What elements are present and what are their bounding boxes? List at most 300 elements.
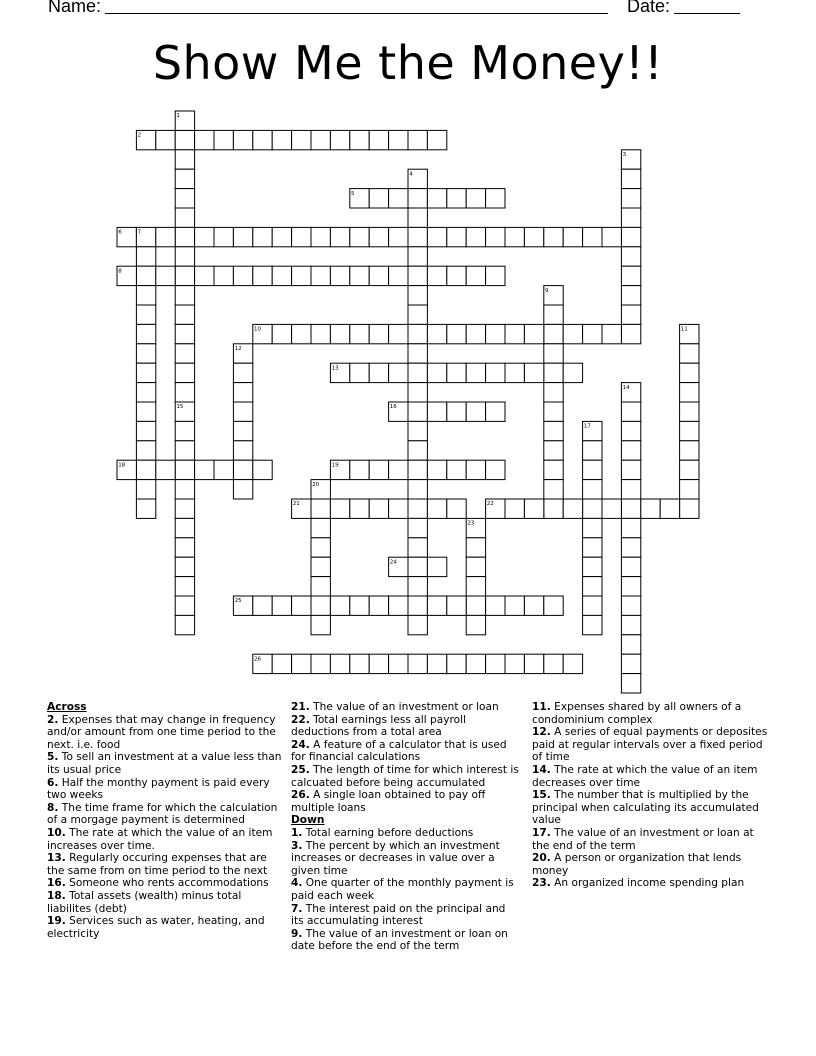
clue-number: 25. — [291, 763, 310, 776]
grid-cell[interactable] — [544, 305, 563, 324]
grid-cell[interactable] — [311, 654, 330, 673]
down-clue — [291, 877, 521, 902]
grid-cell[interactable] — [136, 286, 155, 305]
grid-cell[interactable] — [136, 305, 155, 324]
grid-cell[interactable] — [621, 538, 640, 557]
grid-cell[interactable] — [136, 383, 155, 402]
grid-cell[interactable] — [389, 654, 408, 673]
grid-cell[interactable] — [330, 266, 349, 285]
grid-cell[interactable] — [563, 499, 582, 518]
grid-cell[interactable] — [621, 480, 640, 499]
grid-cell[interactable] — [486, 324, 505, 343]
grid-cell[interactable] — [369, 654, 388, 673]
grid-cell[interactable] — [583, 577, 602, 596]
grid-cell[interactable] — [447, 227, 466, 246]
grid-cell[interactable] — [524, 363, 543, 382]
grid-cell[interactable] — [272, 227, 291, 246]
grid-cell[interactable] — [311, 227, 330, 246]
grid-cell[interactable] — [292, 596, 311, 615]
grid-cell[interactable] — [233, 363, 252, 382]
grid-cell[interactable] — [175, 189, 194, 208]
clue-number: 19. — [47, 915, 66, 928]
grid-cell[interactable] — [427, 324, 446, 343]
grid-cell[interactable] — [350, 324, 369, 343]
grid-cell[interactable] — [175, 363, 194, 382]
grid-cell[interactable] — [272, 596, 291, 615]
grid-cell[interactable] — [466, 596, 485, 615]
grid-cell[interactable] — [156, 227, 175, 246]
grid-cell[interactable] — [214, 130, 233, 149]
grid-cell[interactable] — [466, 189, 485, 208]
grid-cell[interactable] — [680, 421, 699, 440]
grid-cell[interactable] — [680, 441, 699, 460]
grid-cell[interactable] — [427, 402, 446, 421]
grid-cell[interactable] — [389, 130, 408, 149]
grid-cell[interactable] — [447, 460, 466, 479]
grid-cell[interactable] — [350, 130, 369, 149]
grid-cell[interactable] — [253, 130, 272, 149]
grid-cell[interactable] — [156, 460, 175, 479]
grid-cell[interactable] — [253, 266, 272, 285]
grid-cell[interactable] — [621, 654, 640, 673]
grid-cell[interactable] — [175, 499, 194, 518]
grid-cell[interactable] — [195, 266, 214, 285]
grid-cell[interactable] — [583, 480, 602, 499]
grid-cell[interactable] — [544, 383, 563, 402]
grid-cell[interactable] — [408, 518, 427, 537]
grid-cell[interactable] — [505, 596, 524, 615]
grid-cell[interactable] — [427, 596, 446, 615]
grid-cell[interactable] — [136, 460, 155, 479]
grid-cell[interactable] — [447, 402, 466, 421]
clue-text: The rate at which the value of an item increases over time. — [47, 826, 273, 852]
grid-cell[interactable] — [408, 130, 427, 149]
grid-cell[interactable] — [602, 227, 621, 246]
grid-cell[interactable] — [621, 518, 640, 537]
grid-cell[interactable] — [253, 460, 272, 479]
grid-cell[interactable] — [136, 344, 155, 363]
grid-cell[interactable] — [136, 324, 155, 343]
grid-cell[interactable] — [136, 421, 155, 440]
grid-cell[interactable] — [680, 344, 699, 363]
grid-cell[interactable] — [466, 324, 485, 343]
across-clue — [291, 714, 521, 739]
grid-cell[interactable] — [563, 324, 582, 343]
grid-cell[interactable] — [389, 499, 408, 518]
grid-cell[interactable] — [233, 130, 252, 149]
grid-cell[interactable] — [350, 499, 369, 518]
grid-cell[interactable] — [466, 363, 485, 382]
grid-cell[interactable] — [175, 383, 194, 402]
grid-cell[interactable] — [466, 227, 485, 246]
grid-cell[interactable] — [136, 363, 155, 382]
grid-cell[interactable] — [583, 227, 602, 246]
grid-cell[interactable] — [563, 654, 582, 673]
grid-cell[interactable] — [621, 305, 640, 324]
grid-cell[interactable] — [544, 421, 563, 440]
grid-cell[interactable] — [505, 654, 524, 673]
grid-cell[interactable] — [680, 499, 699, 518]
grid-cell[interactable] — [175, 150, 194, 169]
grid-cell[interactable] — [233, 266, 252, 285]
grid-cell[interactable] — [311, 130, 330, 149]
grid-cell[interactable] — [233, 421, 252, 440]
grid-cell[interactable] — [175, 557, 194, 576]
grid-cell[interactable] — [389, 266, 408, 285]
grid-clue-number: 5 — [351, 190, 355, 197]
across-heading: Across — [47, 701, 87, 713]
grid-cell[interactable] — [544, 227, 563, 246]
grid-cell[interactable] — [350, 654, 369, 673]
grid-cell[interactable] — [330, 499, 349, 518]
grid-cell[interactable] — [330, 130, 349, 149]
clue-text: The interest paid on the principal and its accumulating interest — [291, 902, 506, 928]
grid-cell[interactable] — [621, 441, 640, 460]
grid-cell[interactable] — [389, 189, 408, 208]
grid-cell[interactable] — [466, 266, 485, 285]
grid-cell[interactable] — [505, 324, 524, 343]
grid-cell[interactable] — [427, 460, 446, 479]
grid-cell[interactable] — [524, 596, 543, 615]
grid-cell[interactable] — [175, 577, 194, 596]
grid-cell[interactable] — [544, 324, 563, 343]
grid-cell[interactable] — [621, 674, 640, 693]
grid-cell[interactable] — [330, 324, 349, 343]
grid-cell[interactable] — [583, 441, 602, 460]
grid-cell[interactable] — [136, 266, 155, 285]
grid-cell[interactable] — [621, 286, 640, 305]
grid-cell[interactable] — [563, 363, 582, 382]
clue-number: 14. — [532, 763, 551, 776]
grid-cell[interactable] — [427, 189, 446, 208]
grid-cell[interactable] — [369, 499, 388, 518]
grid-cell[interactable] — [369, 460, 388, 479]
grid-cell[interactable] — [641, 499, 660, 518]
grid-cell[interactable] — [505, 227, 524, 246]
grid-cell[interactable] — [408, 227, 427, 246]
grid-cell[interactable] — [621, 596, 640, 615]
grid-cell[interactable] — [389, 324, 408, 343]
grid-cell[interactable] — [583, 615, 602, 634]
grid-cell[interactable] — [330, 654, 349, 673]
grid-cell[interactable] — [369, 324, 388, 343]
grid-cell[interactable] — [621, 227, 640, 246]
grid-cell[interactable] — [447, 324, 466, 343]
grid-cell[interactable] — [292, 266, 311, 285]
grid-cell[interactable] — [408, 460, 427, 479]
grid-cell[interactable] — [214, 227, 233, 246]
grid-cell[interactable] — [447, 499, 466, 518]
grid-cell[interactable] — [350, 266, 369, 285]
grid-cell[interactable] — [272, 654, 291, 673]
grid-cell[interactable] — [621, 460, 640, 479]
grid-cell[interactable] — [408, 266, 427, 285]
grid-cell[interactable] — [524, 324, 543, 343]
grid-clue-number: 1 — [176, 113, 180, 120]
grid-cell[interactable] — [175, 615, 194, 634]
grid-cell[interactable] — [408, 557, 427, 576]
grid-cell[interactable] — [544, 402, 563, 421]
grid-cell[interactable] — [408, 615, 427, 634]
grid-cell[interactable] — [253, 596, 272, 615]
grid-cell[interactable] — [175, 305, 194, 324]
grid-cell[interactable] — [486, 402, 505, 421]
grid-cell[interactable] — [408, 383, 427, 402]
grid-cell[interactable] — [156, 266, 175, 285]
grid-cell[interactable] — [175, 480, 194, 499]
grid-cell[interactable] — [233, 441, 252, 460]
grid-cell[interactable] — [136, 402, 155, 421]
grid-cell[interactable] — [175, 247, 194, 266]
grid-cell[interactable] — [660, 499, 679, 518]
grid-cell[interactable] — [544, 363, 563, 382]
grid-cell[interactable] — [621, 169, 640, 188]
grid-cell[interactable] — [544, 441, 563, 460]
grid-cell[interactable] — [311, 538, 330, 557]
grid-cell[interactable] — [408, 402, 427, 421]
grid-cell[interactable] — [408, 344, 427, 363]
clue-text: The number that is multiplied by the principal when calculating its accumulated value — [532, 789, 759, 827]
grid-cell[interactable] — [311, 324, 330, 343]
grid-cell[interactable] — [233, 227, 252, 246]
grid-cell[interactable] — [175, 538, 194, 557]
grid-cell[interactable] — [175, 518, 194, 537]
grid-cell[interactable] — [175, 227, 194, 246]
grid-cell[interactable] — [311, 518, 330, 537]
grid-cell[interactable] — [408, 421, 427, 440]
grid-cell[interactable] — [311, 557, 330, 576]
grid-cell[interactable] — [505, 499, 524, 518]
grid-cell[interactable] — [311, 615, 330, 634]
grid-cell[interactable] — [408, 247, 427, 266]
grid-cell[interactable] — [175, 208, 194, 227]
grid-clue-number: 10 — [254, 326, 261, 333]
grid-cell[interactable] — [447, 363, 466, 382]
grid-cell[interactable] — [408, 480, 427, 499]
grid-cell[interactable] — [408, 538, 427, 557]
grid-cell[interactable] — [408, 189, 427, 208]
grid-cell[interactable] — [408, 305, 427, 324]
grid-cell[interactable] — [389, 363, 408, 382]
grid-cell[interactable] — [544, 480, 563, 499]
grid-cell[interactable] — [602, 499, 621, 518]
grid-cell[interactable] — [389, 227, 408, 246]
grid-cell[interactable] — [583, 499, 602, 518]
grid-cell[interactable] — [427, 227, 446, 246]
grid-cell[interactable] — [466, 538, 485, 557]
grid-cell[interactable] — [621, 557, 640, 576]
grid-cell[interactable] — [447, 189, 466, 208]
grid-cell[interactable] — [583, 460, 602, 479]
grid-cell[interactable] — [389, 460, 408, 479]
grid-cell[interactable] — [175, 266, 194, 285]
grid-cell[interactable] — [272, 130, 291, 149]
grid-cell[interactable] — [408, 441, 427, 460]
grid-cell[interactable] — [233, 480, 252, 499]
grid-cell[interactable] — [369, 227, 388, 246]
grid-cell[interactable] — [330, 227, 349, 246]
grid-cell[interactable] — [175, 169, 194, 188]
grid-cell[interactable] — [621, 208, 640, 227]
grid-cell[interactable] — [621, 615, 640, 634]
grid-cell[interactable] — [350, 227, 369, 246]
clue-text: Total assets (wealth) minus total liabilites (debt) — [47, 889, 242, 915]
grid-cell[interactable] — [408, 286, 427, 305]
grid-cell[interactable] — [524, 227, 543, 246]
grid-cell[interactable] — [466, 615, 485, 634]
grid-cell[interactable] — [486, 227, 505, 246]
grid-cell[interactable] — [369, 596, 388, 615]
grid-cell[interactable] — [544, 460, 563, 479]
grid-cell[interactable] — [311, 577, 330, 596]
grid-cell[interactable] — [369, 266, 388, 285]
grid-cell[interactable] — [466, 460, 485, 479]
grid-cell[interactable] — [621, 189, 640, 208]
grid-cell[interactable] — [214, 266, 233, 285]
grid-cell[interactable] — [233, 460, 252, 479]
grid-cell[interactable] — [544, 654, 563, 673]
grid-cell[interactable] — [621, 402, 640, 421]
grid-cell[interactable] — [621, 577, 640, 596]
grid-cell[interactable] — [195, 130, 214, 149]
grid-cell[interactable] — [136, 499, 155, 518]
clue-number: 26. — [291, 789, 310, 802]
clue-number: 15. — [532, 789, 551, 802]
grid-cell[interactable] — [486, 363, 505, 382]
grid-clue-number: 26 — [254, 656, 261, 663]
grid-cell[interactable] — [408, 208, 427, 227]
grid-cell[interactable] — [680, 383, 699, 402]
grid-cell[interactable] — [292, 130, 311, 149]
grid-cell[interactable] — [175, 130, 194, 149]
grid-cell[interactable] — [408, 577, 427, 596]
grid-cell[interactable] — [350, 596, 369, 615]
grid-cell[interactable] — [621, 499, 640, 518]
grid-clue-number: 22 — [486, 501, 494, 508]
grid-cell[interactable] — [408, 596, 427, 615]
grid-cell[interactable] — [505, 363, 524, 382]
grid-cell[interactable] — [447, 654, 466, 673]
grid-cell[interactable] — [427, 557, 446, 576]
clue-number: 7. — [291, 902, 303, 915]
grid-cell[interactable] — [583, 324, 602, 343]
grid-cell[interactable] — [408, 499, 427, 518]
grid-cell[interactable] — [272, 266, 291, 285]
grid-cell[interactable] — [311, 596, 330, 615]
grid-cell[interactable] — [544, 499, 563, 518]
grid-cell[interactable] — [175, 596, 194, 615]
grid-cell[interactable] — [583, 518, 602, 537]
grid-cell[interactable] — [680, 480, 699, 499]
grid-cell[interactable] — [524, 499, 543, 518]
grid-clue-number: 18 — [118, 462, 126, 469]
grid-cell[interactable] — [583, 557, 602, 576]
grid-cell[interactable] — [214, 460, 233, 479]
grid-cell[interactable] — [680, 363, 699, 382]
grid-cell[interactable] — [466, 557, 485, 576]
grid-cell[interactable] — [408, 324, 427, 343]
grid-cell[interactable] — [233, 402, 252, 421]
grid-cell[interactable] — [292, 324, 311, 343]
grid-cell[interactable] — [175, 460, 194, 479]
down-clue — [532, 726, 772, 764]
grid-cell[interactable] — [427, 499, 446, 518]
grid-cell[interactable] — [369, 363, 388, 382]
grid-cell[interactable] — [447, 266, 466, 285]
grid-cell[interactable] — [486, 460, 505, 479]
grid-cell[interactable] — [680, 402, 699, 421]
grid-cell[interactable] — [466, 577, 485, 596]
across-clue — [47, 915, 282, 940]
grid-cell[interactable] — [350, 460, 369, 479]
grid-cell[interactable] — [272, 324, 291, 343]
grid-cell[interactable] — [175, 324, 194, 343]
grid-cell[interactable] — [292, 654, 311, 673]
grid-cell[interactable] — [427, 363, 446, 382]
grid-cell[interactable] — [136, 247, 155, 266]
grid-cell[interactable] — [621, 635, 640, 654]
grid-cell[interactable] — [408, 363, 427, 382]
grid-cell[interactable] — [680, 460, 699, 479]
grid-cell[interactable] — [156, 130, 175, 149]
grid-cell[interactable] — [233, 383, 252, 402]
grid-cell[interactable] — [583, 596, 602, 615]
grid-cell[interactable] — [621, 247, 640, 266]
grid-cell[interactable] — [466, 402, 485, 421]
grid-cell[interactable] — [466, 654, 485, 673]
grid-cell[interactable] — [350, 363, 369, 382]
grid-cell[interactable] — [136, 480, 155, 499]
grid-cell[interactable] — [602, 324, 621, 343]
grid-cell[interactable] — [330, 596, 349, 615]
grid-cell[interactable] — [524, 654, 543, 673]
grid-cell[interactable] — [447, 596, 466, 615]
grid-cell[interactable] — [136, 441, 155, 460]
grid-cell[interactable] — [292, 227, 311, 246]
grid-cell[interactable] — [253, 227, 272, 246]
grid-cell[interactable] — [621, 266, 640, 285]
grid-cell[interactable] — [563, 227, 582, 246]
grid-cell[interactable] — [486, 654, 505, 673]
grid-cell[interactable] — [195, 460, 214, 479]
grid-cell[interactable] — [389, 596, 408, 615]
grid-cell[interactable] — [369, 189, 388, 208]
grid-cell[interactable] — [175, 421, 194, 440]
grid-cell[interactable] — [427, 654, 446, 673]
clue-text: One quarter of the monthly payment is paid each week — [291, 877, 514, 902]
across-clue — [47, 714, 282, 752]
grid-cell[interactable] — [195, 227, 214, 246]
grid-cell[interactable] — [621, 421, 640, 440]
grid-cell[interactable] — [486, 596, 505, 615]
grid-cell[interactable] — [486, 189, 505, 208]
grid-cell[interactable] — [621, 324, 640, 343]
grid-cell[interactable] — [175, 286, 194, 305]
grid-cell[interactable] — [369, 130, 388, 149]
grid-cell[interactable] — [408, 654, 427, 673]
grid-cell[interactable] — [311, 266, 330, 285]
grid-cell[interactable] — [583, 538, 602, 557]
grid-cell[interactable] — [175, 441, 194, 460]
grid-cell[interactable] — [486, 266, 505, 285]
grid-cell[interactable] — [311, 499, 330, 518]
grid-cell[interactable] — [427, 266, 446, 285]
clue-text: The length of time for which interest is calcuated before being accumulated — [291, 763, 519, 789]
grid-cell[interactable] — [544, 596, 563, 615]
grid-cell[interactable] — [175, 344, 194, 363]
grid-cell[interactable] — [427, 130, 446, 149]
grid-cell[interactable] — [544, 344, 563, 363]
